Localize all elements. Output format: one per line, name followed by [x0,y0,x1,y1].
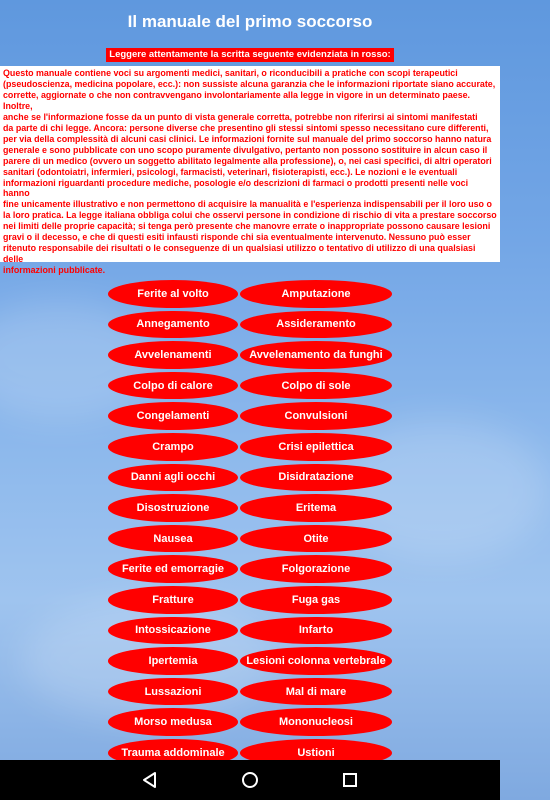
topic-button-colpo-di-calore[interactable]: Colpo di calore [108,372,238,400]
topic-button-convulsioni[interactable]: Convulsioni [240,402,392,430]
recents-button[interactable] [330,760,370,800]
topic-button-colpo-di-sole[interactable]: Colpo di sole [240,372,392,400]
topic-button-infarto[interactable]: Infarto [240,617,392,645]
disclaimer-text-box [0,66,500,276]
disclaimer-line: gravi o il decesso, e che di questi esiti infausti risponde chi sia eventualmente intervenuto. Nessuno può esser [3,232,471,243]
home-circle-icon [241,771,259,789]
topic-button-mal-di-mare[interactable]: Mal di mare [240,678,392,706]
disclaimer-line: Questo manuale contiene voci su argomenti medici, sanitari, o riconducibili a pratiche con scopi terapeutici [3,68,458,78]
page-title: Il manuale del primo soccorso [127,12,373,31]
topic-button-eritema[interactable]: Eritema [240,494,392,522]
disclaimer-line: corrette, aggiornate o che non contravvengano involontariamente alla legge in vigore in un determinato paese. Inoltre, [3,89,471,111]
topic-button-disostruzione[interactable]: Disostruzione [108,494,238,522]
topic-button-annegamento[interactable]: Annegamento [108,311,238,339]
back-button[interactable] [130,760,170,800]
topic-button-crisi-epilettica[interactable]: Crisi epilettica [240,433,392,461]
warning-label: Leggere attentamente la scritta seguente evidenziata in rosso: [106,48,393,62]
topic-button-ustioni[interactable]: Ustioni [240,739,392,767]
disclaimer-line: sanitari (odontoiatri, infermieri, psicologi, farmacisti, veterinari, fisioterapisti, ecc.). Le nozioni e le eventuali [3,166,458,177]
disclaimer-line: ritenuto responsabile dei risultati o le conseguenze di un qualsiasi utilizzo o tentativo di utilizzo di una qualsiasi delle [3,243,476,265]
topic-button-morso-medusa[interactable]: Morso medusa [108,708,238,736]
topic-button-congelamenti[interactable]: Congelamenti [108,402,238,430]
topic-button-ipertemia[interactable]: Ipertemia [108,647,238,675]
disclaimer-line: da parte di chi legge. Ancora: persone diverse che presentino gli stessi sintomi spesso necessitano cure differenti, [3,122,489,133]
warning-banner [0,44,500,62]
back-triangle-icon [141,771,159,789]
disclaimer-line: generale e sono pubblicate con uno scopo puramente divulgativo, pertanto non possono sostituire in alcun caso il [3,144,488,155]
topic-button-intossicazione[interactable]: Intossicazione [108,617,238,645]
topic-button-fuga-gas[interactable]: Fuga gas [240,586,392,614]
topic-button-trauma-addominale[interactable]: Trauma addominale [108,739,238,767]
android-navigation-bar [0,760,500,800]
disclaimer-line: fine unicamente illustrativo e non permettono di acquisire la manualità e l'esperienza indispensabili per il loro uso o [3,199,492,210]
topic-button-amputazione[interactable]: Amputazione [240,280,392,308]
disclaimer-line: informazioni pubblicate. [3,265,106,276]
topic-button-ferite-ed-emorragie[interactable]: Ferite ed emorragie [108,555,238,583]
topic-button-fratture[interactable]: Fratture [108,586,238,614]
disclaimer-line: informazioni riguardanti procedure mediche, posologie e/o descrizioni di farmaci o prodotti presenti nelle voci hanno [3,177,469,199]
topic-button-assideramento[interactable]: Assideramento [240,311,392,339]
topic-button-nausea[interactable]: Nausea [108,525,238,553]
disclaimer-line: anche se l'informazione fosse da un punto di vista generale corretta, potrebbe non riferirsi ai sintomi manifestati [3,111,478,122]
topic-button-danni-agli-occhi[interactable]: Danni agli occhi [108,464,238,492]
home-button[interactable] [230,760,270,800]
recents-square-icon [341,771,359,789]
disclaimer-line: nei limiti delle proprie capacità; si tenga però presente che manovre errate o inappropriate possono causare lesioni [3,221,491,232]
topic-button-avvelenamento-da-funghi[interactable]: Avvelenamento da funghi [240,341,392,369]
topic-button-avvelenamenti[interactable]: Avvelenamenti [108,341,238,369]
topic-button-disidratazione[interactable]: Disidratazione [240,464,392,492]
topic-button-ferite-al-volto[interactable]: Ferite al volto [108,280,238,308]
disclaimer-line: parere di un medico (ovvero un soggetto abilitato legalmente alla professione), o, nei casi specifici, di altri operatori [3,155,492,166]
topic-button-lesioni-colonna-vertebrale[interactable]: Lesioni colonna vertebrale [240,647,392,675]
topic-button-grid [108,280,392,767]
topic-button-otite[interactable]: Otite [240,525,392,553]
disclaimer-line: (pseudoscienza, medicina popolare, ecc.): non sussiste alcuna garanzia che le informazioni riportate siano accurate, [3,78,496,89]
topic-button-crampo[interactable]: Crampo [108,433,238,461]
disclaimer-line: per via della complessità di alcuni casi clinici. Le informazioni fornite sul manuale del primo soccorso hanno natura [3,133,492,144]
topic-button-lussazioni[interactable]: Lussazioni [108,678,238,706]
topic-button-mononucleosi[interactable]: Mononucleosi [240,708,392,736]
disclaimer-line: la loro pratica. La legge italiana obbliga colui che osservi persone in condizione di rischio di vita a prestare soccorso [3,210,497,221]
topic-button-folgorazione[interactable]: Folgorazione [240,555,392,583]
